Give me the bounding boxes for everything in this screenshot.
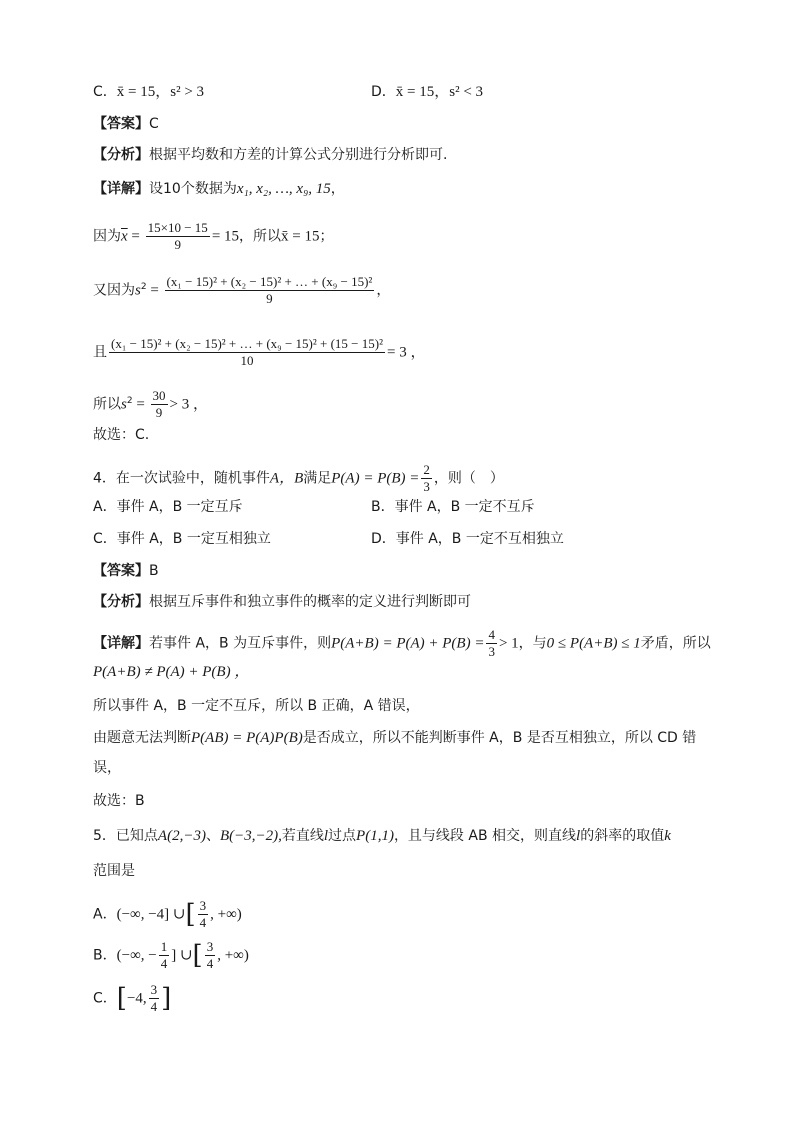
text: 范围是 — [93, 863, 135, 879]
q3-conclusion — [93, 425, 149, 445]
text: ，与 — [518, 635, 547, 652]
answer-tag: 【答案】 — [93, 116, 149, 132]
frac-num: 15×10 − 15 — [147, 220, 208, 235]
math: l — [323, 828, 329, 844]
option-label: B． — [93, 947, 117, 964]
math: (−∞, −4] ∪ — [116, 906, 186, 923]
q4-detail-line3 — [93, 696, 420, 716]
fraction — [146, 220, 210, 253]
q5-option-b: B．(−∞, − $\frac{1}{4}$ ] ∪[ $\frac{3}{4}$ , +∞) — [93, 939, 249, 971]
text: 4．在一次试验中，随机事件 — [93, 470, 270, 487]
fraction — [421, 462, 432, 495]
q5-stem-line2 — [93, 861, 135, 881]
q3-option-d — [371, 82, 483, 102]
fraction — [149, 982, 160, 1015]
text: 的斜率的取值 — [580, 828, 665, 844]
frac-den: 3 — [488, 644, 495, 659]
option-label: C． — [93, 990, 117, 1007]
option-label: A． — [93, 906, 117, 923]
math: x̄ = 15 — [281, 228, 320, 245]
math: > 3 ， — [169, 396, 209, 413]
fraction — [205, 939, 216, 972]
frac-num: (x₁ − 15)² + (x₂ − 15)² + … + (x₉ − 15)² + (15 − 15)² — [111, 336, 383, 351]
q4-answer — [93, 561, 159, 581]
math: P(AB) = P(A)P(B) — [191, 730, 303, 746]
frac-num: 3 — [150, 982, 158, 997]
q5-stem-line1 — [93, 826, 671, 846]
q5-option-c: C．[−4, $\frac{3}{4}$ ] — [93, 982, 172, 1014]
text: 设10个数据为 — [149, 181, 237, 197]
math: x₁, x₂, …, x₉, 15 — [236, 181, 331, 197]
q3-detail-line4 — [93, 336, 425, 369]
math: P(A+B) = P(A) + P(B) = — [331, 635, 485, 652]
math: −4, — [126, 990, 147, 1007]
q4-analysis — [93, 592, 471, 612]
text: 由题意无法判断 — [93, 730, 191, 746]
text: ，所以 — [239, 228, 282, 245]
frac-num: 2 — [423, 462, 430, 477]
text: ，且与线段 AB 相交，则直线 — [393, 828, 577, 844]
text: 若事件 A，B 为互斥事件，则 — [149, 635, 332, 652]
frac-num: 3 — [199, 898, 207, 913]
detail-tag: 【详解】 — [93, 181, 149, 197]
text: 又因为 — [93, 282, 135, 299]
math: 0 ≤ P(A+B) ≤ 1 — [546, 635, 641, 652]
text: ， — [376, 282, 391, 299]
text: 矛盾，所以 — [640, 635, 711, 652]
fraction — [151, 388, 168, 421]
q4-conclusion — [93, 791, 145, 811]
answer-value: B — [149, 563, 159, 579]
frac-num: 1 — [160, 939, 168, 954]
text: 是否成立，所以不能判断事件 A，B 是否互相独立，所以 CD 错 — [302, 730, 697, 746]
frac-den: 9 — [266, 291, 273, 306]
math: , +∞) — [217, 947, 249, 964]
q4-detail-line5 — [93, 758, 121, 778]
frac-num: (x₁ − 15)² + (x₂ − 15)² + … + (x₉ − 15)² — [166, 274, 373, 289]
answer-value: C — [149, 116, 159, 132]
text: 因为 — [93, 228, 121, 245]
text: 故选：B — [93, 793, 145, 809]
q3-option-c — [93, 82, 204, 102]
math: P(A) = P(B) = — [331, 470, 420, 487]
text: ； — [319, 228, 334, 245]
math: (−∞, − — [116, 947, 157, 964]
q3-detail-line2: 因为$\overline{x}$ = $\frac{15\times 10 - 15}{9}$ = 15，所以x̄ = 15； — [93, 220, 334, 252]
detail-tag: 【详解】 — [93, 635, 149, 652]
math: l — [576, 828, 581, 844]
math: = 3 ， — [386, 344, 426, 361]
text: 满足 — [303, 470, 332, 487]
option-text: A．事件 A，B 一定互斥 — [93, 499, 243, 515]
frac-den: 4 — [150, 999, 158, 1014]
frac-den: 9 — [155, 405, 163, 420]
q4-detail-line1 — [93, 627, 711, 660]
frac-num: 4 — [488, 627, 495, 642]
text: ， — [330, 181, 345, 197]
text: 故选：C. — [93, 427, 150, 443]
answer-tag: 【答案】 — [93, 563, 149, 579]
text: 所以事件 A，B 一定不互斥，所以 B 正确，A 错误， — [93, 698, 420, 714]
frac-num: 30 — [152, 388, 166, 403]
frac-den: 10 — [240, 353, 254, 368]
math: = 15 — [211, 228, 240, 245]
text: 过点 — [328, 828, 357, 844]
q4-option-d — [371, 529, 564, 549]
frac-den: 9 — [174, 237, 181, 252]
analysis-text: 根据互斥事件和独立事件的概率的定义进行判断即可 — [149, 594, 471, 610]
fraction — [165, 274, 375, 307]
option-body: x̄ = 15，s² < 3 — [395, 84, 484, 100]
math: P(A+B) ≠ P(A) + P(B) ， — [93, 664, 250, 680]
text: 、 — [205, 828, 220, 844]
math: A，B — [269, 470, 304, 487]
option-label: C． — [93, 84, 117, 100]
xbar-symbol: $\overline{x}$ — [121, 228, 128, 245]
text: 若直线 — [281, 828, 324, 844]
q4-stem — [93, 462, 504, 495]
q4-option-a — [93, 497, 243, 517]
analysis-tag: 【分析】 — [93, 147, 149, 163]
text: 5．已知点 — [93, 828, 158, 844]
math: > 1 — [498, 635, 519, 652]
q4-option-b — [371, 497, 535, 517]
math: k — [664, 828, 671, 844]
q3-analysis — [93, 145, 447, 165]
analysis-tag: 【分析】 — [93, 594, 149, 610]
q4-detail-line2 — [93, 662, 249, 682]
q3-detail-line1 — [93, 179, 345, 199]
frac-den: 4 — [206, 956, 214, 971]
frac-den: 4 — [160, 956, 168, 971]
option-text: D．事件 A，B 一定不互相独立 — [371, 531, 564, 547]
math: , +∞) — [210, 906, 242, 923]
option-label: D． — [371, 84, 396, 100]
q3-answer — [93, 114, 159, 134]
option-text: C．事件 A，B 一定互相独立 — [93, 531, 271, 547]
fraction — [109, 336, 385, 369]
q5-option-a: A．(−∞, −4] ∪[ $\frac{3}{4}$ , +∞) — [93, 898, 242, 930]
option-body: x̄ = 15，s² > 3 — [116, 84, 205, 100]
math: P(1,1) — [356, 828, 394, 844]
text: 误， — [93, 760, 121, 776]
analysis-text: 根据平均数和方差的计算公式分别进行分析即可. — [149, 147, 448, 163]
fraction — [198, 898, 209, 931]
text: 且 — [93, 344, 107, 361]
q4-option-c — [93, 529, 271, 549]
frac-num: 3 — [206, 939, 214, 954]
q4-detail-line4 — [93, 728, 696, 748]
math: A(2,−3) — [157, 828, 206, 844]
frac-den: 3 — [423, 479, 430, 494]
fraction — [486, 627, 497, 660]
fraction — [159, 939, 170, 972]
math: ] ∪ — [171, 947, 193, 964]
q3-detail-line5: 所以$s^2$ = $\frac{30}{9}$ > 3 ， — [93, 388, 209, 420]
option-text: B．事件 A，B 一定不互斥 — [371, 499, 535, 515]
text: 所以 — [93, 396, 121, 413]
frac-den: 4 — [199, 915, 207, 930]
text: ，则（ ） — [433, 470, 504, 487]
q3-detail-line3: 又因为$s^2$ = $\frac{\text{(x₁ − 15)² + (x₂ − 15)² + … + (x₉ − 15)²}}{9}$ ， — [93, 274, 391, 306]
math: B(−3,−2), — [219, 828, 282, 844]
